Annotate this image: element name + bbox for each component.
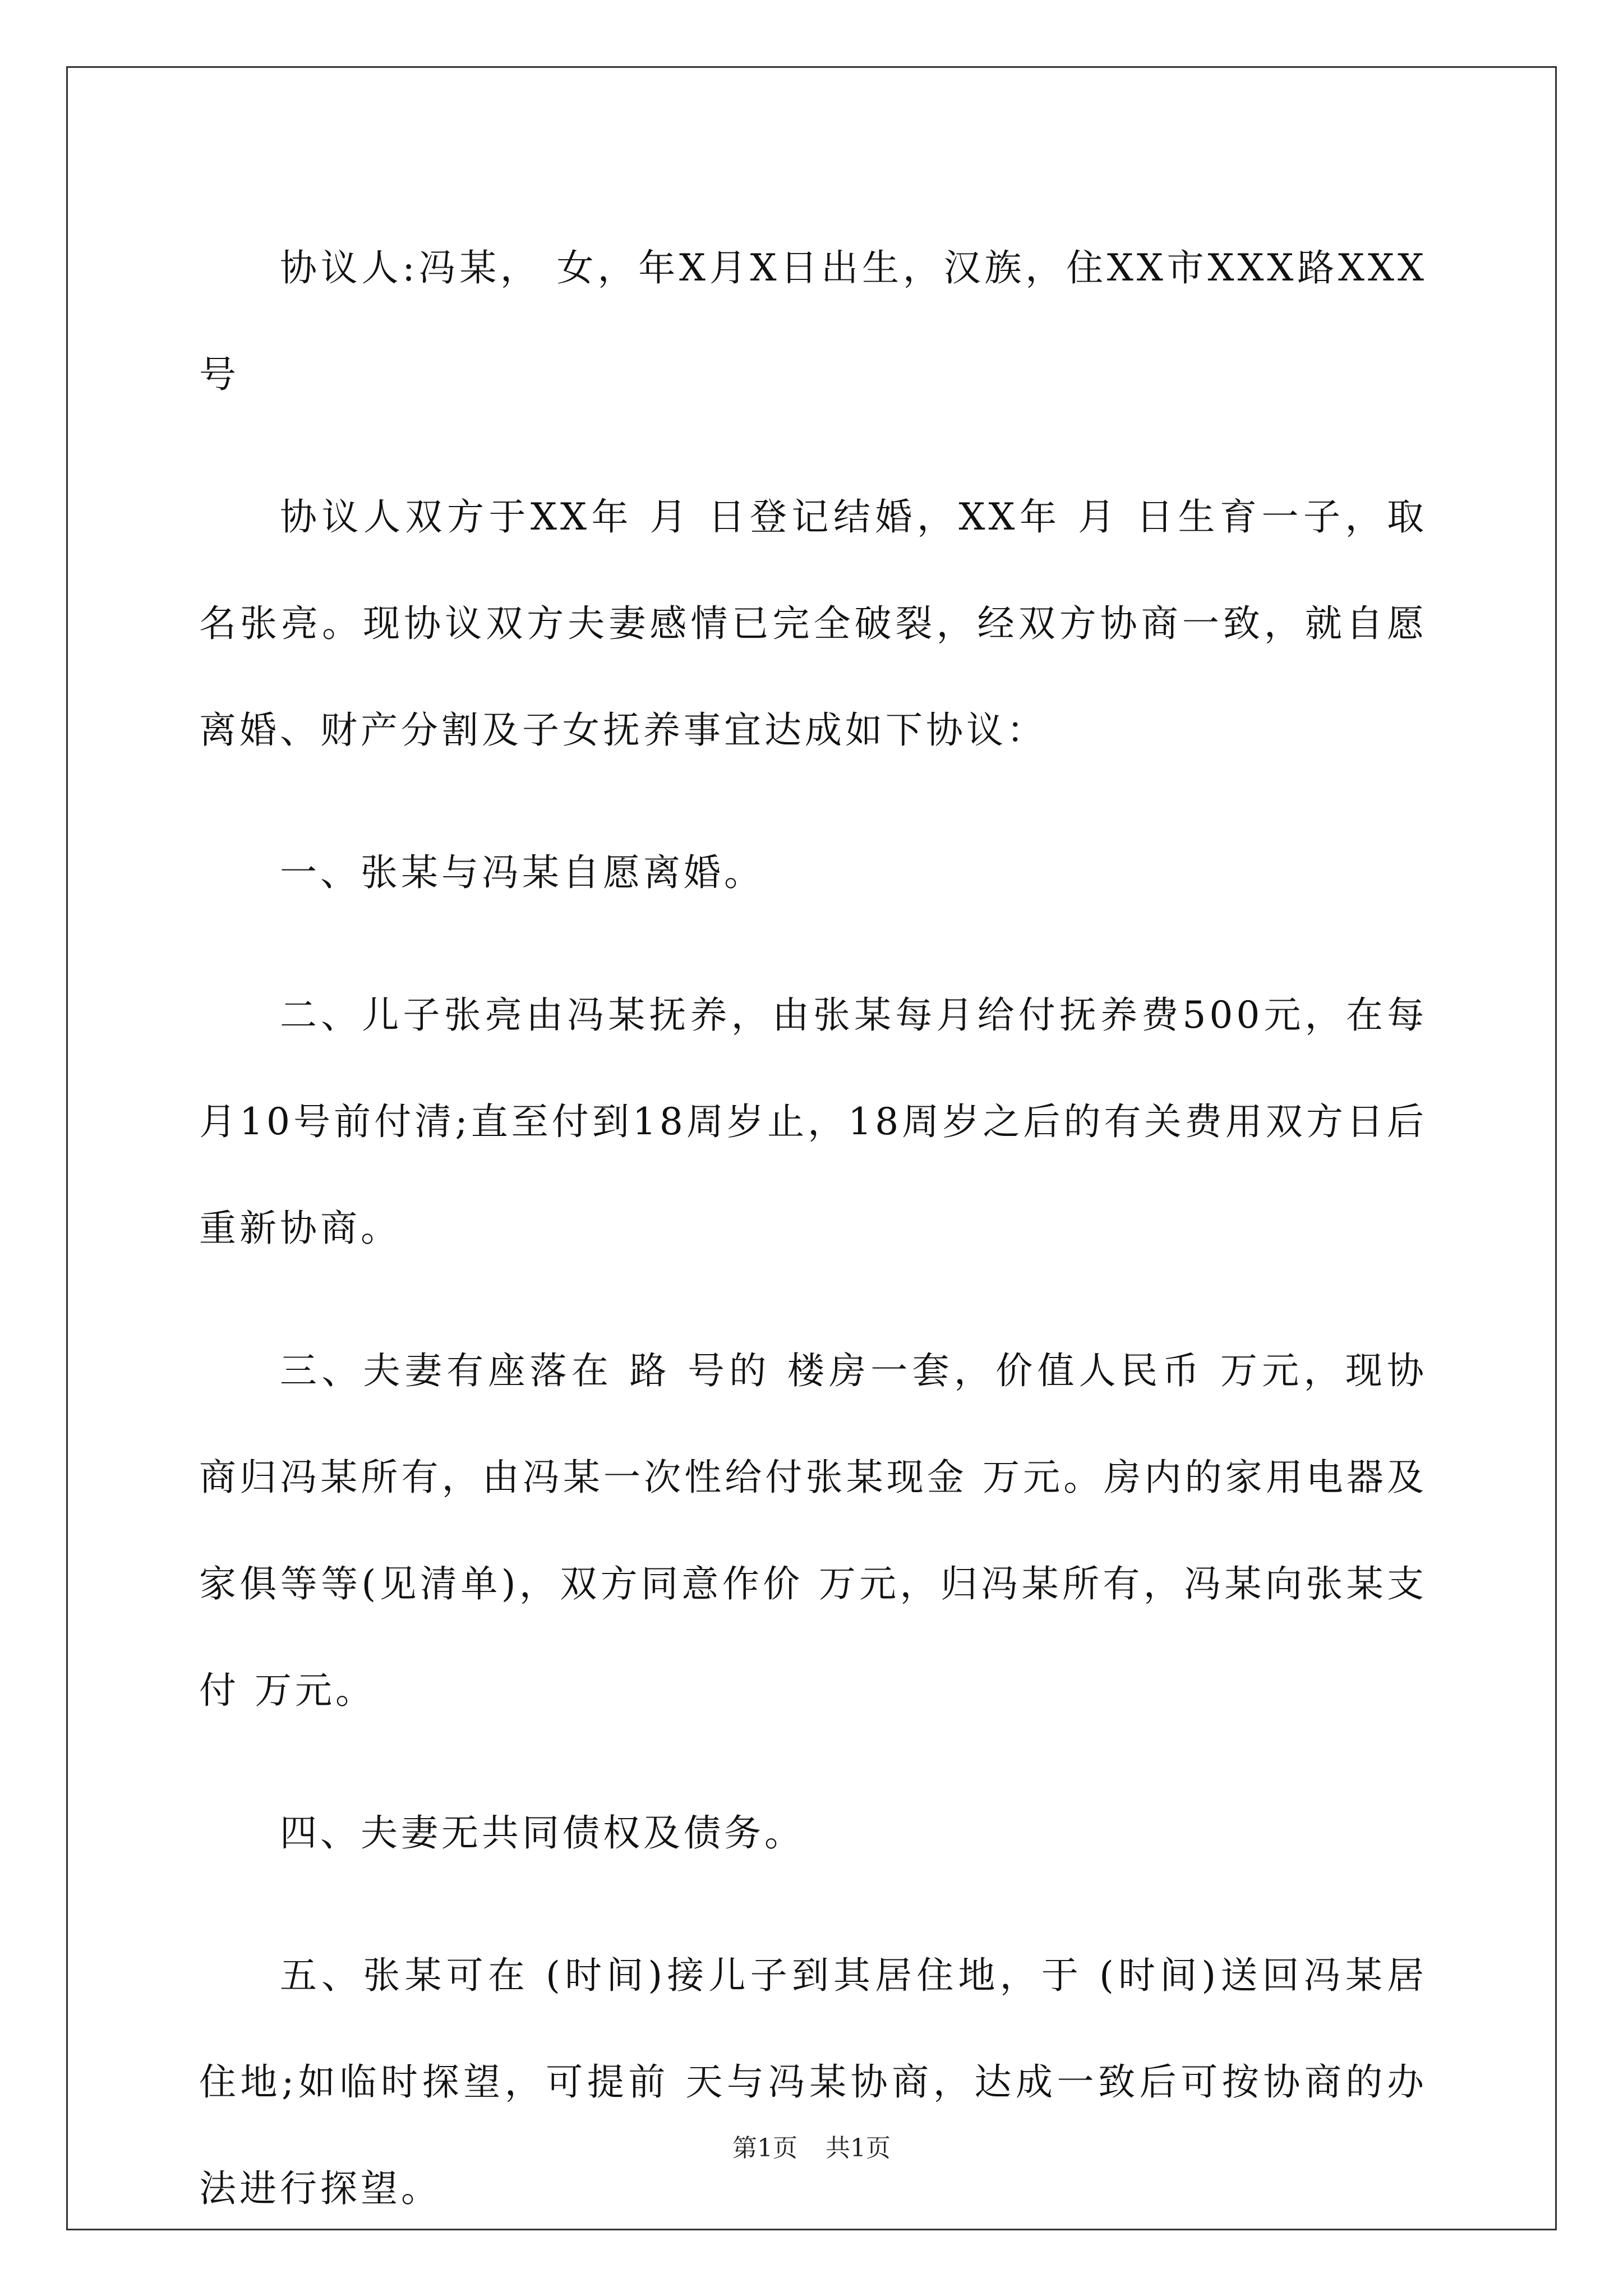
page-footer (0, 2132, 1623, 2165)
paragraph-clause-4: 四、夫妻无共同债权及债务。 (280, 1811, 805, 1855)
document-body (199, 215, 1427, 2278)
page-number: 第1页 (732, 2134, 797, 2162)
paragraph-clause-3: 三、夫妻有座落在 路 号的 楼房一套，价值人民币 万元，现协商归冯某所有，由冯某一次性给付张某现金 万元。房内的家用电器及家俱等等(见清单)，双方同意作价 万元，归冯某所有，冯某向张某支付 万元。 (199, 1349, 1427, 1712)
page-total: 共1页 (826, 2134, 891, 2162)
paragraph-clause-2: 二、儿子张亮由冯某抚养，由张某每月给付抚养费500元，在每月10号前付清;直至付到18周岁止，18周岁之后的有关费用双方日后重新协商。 (199, 993, 1427, 1250)
paragraph-parties: 协议人:冯某， 女，年X月X日出生，汉族，住XX市XXX路XXX号 (199, 246, 1427, 396)
paragraph-clause-1: 一、张某与冯某自愿离婚。 (280, 851, 764, 894)
paragraph-clause-5: 五、张某可在 (时间)接儿子到其居住地，于 (时间)送回冯某居住地;如临时探望，可提前 天与冯某协商，达成一致后可按协商的办法进行探望。 (199, 1954, 1427, 2210)
paragraph-preamble: 协议人双方于XX年 月 日登记结婚，XX年 月 日生育一子，取名张亮。现协议双方夫妻感情已完全破裂，经双方协商一致，就自愿离婚、财产分割及子女抚养事宜达成如下协议： (199, 495, 1427, 752)
